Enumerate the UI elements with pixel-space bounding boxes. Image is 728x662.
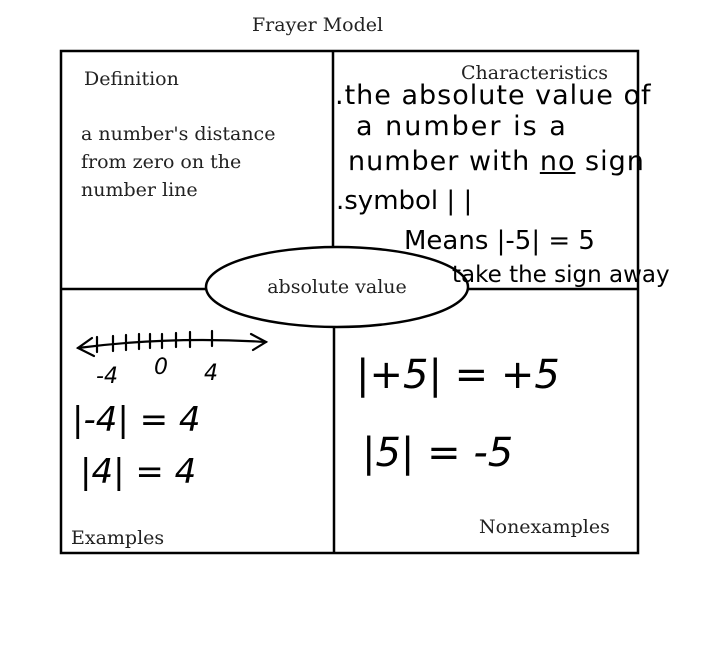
note-text: sign [575,146,645,177]
note-text: number with [348,146,540,177]
nonexamples-heading: Nonexamples [479,516,610,538]
example-item: |-4| = 4 [72,400,201,440]
characteristics-heading: Characteristics [461,62,609,84]
tick-label-4: 4 [204,361,218,386]
characteristics-note: .the absolute value of [335,80,652,111]
example-item: |4| = 4 [80,452,197,492]
nonexample-item: |+5| = +5 [356,352,560,398]
characteristics-note: .symbol | | [336,186,473,216]
tick-label-0: 0 [154,355,168,380]
examples-heading: Examples [71,527,165,549]
characteristics-note: a number is a [356,111,568,142]
definition-heading: Definition [84,68,179,90]
definition-line: a number's distance [81,123,276,145]
characteristics-note [348,146,645,177]
nonexample-item: |5| = -5 [362,430,514,476]
page-title: Frayer Model [252,14,384,36]
definition-line: from zero on the [81,151,242,173]
center-term: absolute value [267,276,407,298]
characteristics-note: take the sign away [452,262,670,288]
definition-text [81,120,321,204]
number-line-axis [78,340,266,348]
definition-line: number line [81,179,198,201]
number-line [78,331,266,356]
characteristics-note: Means |-5| = 5 [404,226,595,256]
tick-label-neg4: -4 [96,364,118,389]
underlined-no: no [539,146,576,177]
